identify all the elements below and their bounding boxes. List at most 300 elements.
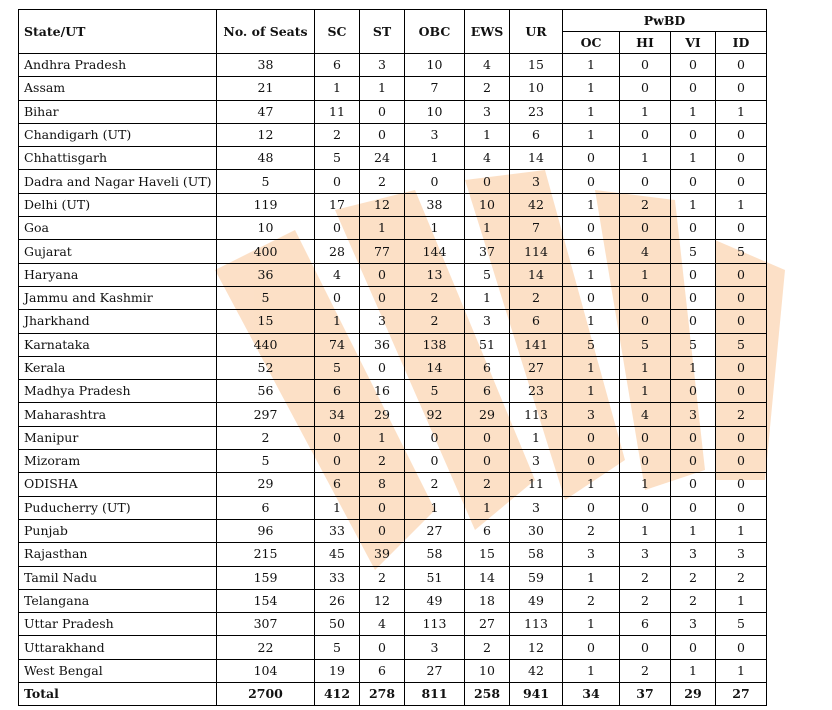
- cell-vi: 1: [671, 356, 716, 379]
- cell-sc: 26: [315, 589, 360, 612]
- cell-oc: 0: [563, 496, 620, 519]
- header-oc: OC: [563, 32, 620, 54]
- cell-ur: 30: [510, 519, 563, 542]
- table-row: [19, 380, 767, 403]
- cell-ews: 18: [465, 589, 510, 612]
- cell-oc: 1: [563, 77, 620, 100]
- cell-sc: 50: [315, 613, 360, 636]
- cell-oc: 1: [563, 193, 620, 216]
- cell-ews: 15: [465, 543, 510, 566]
- cell-oc: 1: [563, 310, 620, 333]
- cell-st: 29: [360, 403, 405, 426]
- cell-ews: 10: [465, 193, 510, 216]
- cell-ur: 113: [510, 613, 563, 636]
- cell-vi: 0: [671, 496, 716, 519]
- cell-id: 0: [716, 77, 767, 100]
- cell-obc: 5: [405, 380, 465, 403]
- cell-ur: 114: [510, 240, 563, 263]
- cell-sc: 33: [315, 519, 360, 542]
- table-row: [19, 356, 767, 379]
- cell-seats: 47: [217, 100, 315, 123]
- table-row: [19, 100, 767, 123]
- cell-obc: 2: [405, 473, 465, 496]
- cell-vi: 0: [671, 263, 716, 286]
- table-row: [19, 403, 767, 426]
- cell-ur: 23: [510, 380, 563, 403]
- cell-ur: 6: [510, 123, 563, 146]
- cell-ur: 3: [510, 450, 563, 473]
- table-row: [19, 54, 767, 77]
- cell-vi: 2: [671, 566, 716, 589]
- cell-ur: 2: [510, 286, 563, 309]
- cell-ur: 11: [510, 473, 563, 496]
- cell-st: 1: [360, 426, 405, 449]
- cell-state: Tamil Nadu: [19, 566, 217, 589]
- cell-hi: 4: [620, 403, 671, 426]
- cell-ews: 29: [465, 403, 510, 426]
- cell-ews: 3: [465, 100, 510, 123]
- cell-st: 0: [360, 263, 405, 286]
- cell-st: 2: [360, 450, 405, 473]
- table-row: [19, 589, 767, 612]
- table-row: [19, 519, 767, 542]
- cell-id: 0: [716, 380, 767, 403]
- cell-sc: 6: [315, 54, 360, 77]
- cell-ews: 51: [465, 333, 510, 356]
- cell-st: 24: [360, 147, 405, 170]
- cell-sc: 1: [315, 496, 360, 519]
- cell-state: Mizoram: [19, 450, 217, 473]
- cell-ews: 10: [465, 659, 510, 682]
- cell-state: Punjab: [19, 519, 217, 542]
- table-row: [19, 333, 767, 356]
- cell-id: 2: [716, 566, 767, 589]
- cell-hi: 2: [620, 193, 671, 216]
- cell-st: 16: [360, 380, 405, 403]
- cell-seats: 104: [217, 659, 315, 682]
- cell-seats: 2700: [217, 683, 315, 706]
- cell-vi: 0: [671, 380, 716, 403]
- table-row: [19, 217, 767, 240]
- cell-ews: 0: [465, 450, 510, 473]
- cell-ur: 113: [510, 403, 563, 426]
- cell-ews: 2: [465, 77, 510, 100]
- cell-ews: 4: [465, 147, 510, 170]
- cell-ews: 14: [465, 566, 510, 589]
- cell-id: 1: [716, 519, 767, 542]
- cell-ur: 3: [510, 170, 563, 193]
- cell-ews: 0: [465, 170, 510, 193]
- cell-oc: 0: [563, 636, 620, 659]
- cell-sc: 5: [315, 356, 360, 379]
- cell-vi: 5: [671, 240, 716, 263]
- cell-st: 0: [360, 100, 405, 123]
- cell-st: 0: [360, 636, 405, 659]
- cell-seats: 10: [217, 217, 315, 240]
- cell-vi: 5: [671, 333, 716, 356]
- cell-oc: 5: [563, 333, 620, 356]
- cell-id: 0: [716, 496, 767, 519]
- cell-vi: 1: [671, 100, 716, 123]
- cell-hi: 1: [620, 263, 671, 286]
- cell-hi: 5: [620, 333, 671, 356]
- cell-hi: 0: [620, 450, 671, 473]
- cell-obc: 49: [405, 589, 465, 612]
- cell-id: 0: [716, 54, 767, 77]
- cell-obc: 27: [405, 659, 465, 682]
- cell-sc: 0: [315, 426, 360, 449]
- cell-id: 1: [716, 659, 767, 682]
- table-row: [19, 170, 767, 193]
- cell-sc: 17: [315, 193, 360, 216]
- cell-oc: 1: [563, 263, 620, 286]
- cell-st: 1: [360, 77, 405, 100]
- cell-hi: 1: [620, 100, 671, 123]
- cell-st: 77: [360, 240, 405, 263]
- cell-sc: 6: [315, 473, 360, 496]
- cell-vi: 0: [671, 450, 716, 473]
- table-row: [19, 543, 767, 566]
- cell-seats: 6: [217, 496, 315, 519]
- cell-id: 1: [716, 100, 767, 123]
- table-row: [19, 193, 767, 216]
- cell-hi: 0: [620, 170, 671, 193]
- seat-matrix-table: [18, 9, 767, 706]
- cell-oc: 1: [563, 123, 620, 146]
- cell-obc: 10: [405, 54, 465, 77]
- cell-seats: 5: [217, 286, 315, 309]
- cell-ur: 141: [510, 333, 563, 356]
- cell-ur: 14: [510, 147, 563, 170]
- cell-state: Kerala: [19, 356, 217, 379]
- cell-state: Madhya Pradesh: [19, 380, 217, 403]
- cell-obc: 0: [405, 170, 465, 193]
- cell-obc: 1: [405, 217, 465, 240]
- cell-seats: 15: [217, 310, 315, 333]
- cell-seats: 215: [217, 543, 315, 566]
- cell-state: Gujarat: [19, 240, 217, 263]
- cell-oc: 2: [563, 589, 620, 612]
- cell-ur: 27: [510, 356, 563, 379]
- cell-sc: 412: [315, 683, 360, 706]
- cell-hi: 3: [620, 543, 671, 566]
- cell-oc: 3: [563, 543, 620, 566]
- cell-st: 278: [360, 683, 405, 706]
- cell-hi: 6: [620, 613, 671, 636]
- cell-ur: 14: [510, 263, 563, 286]
- cell-obc: 0: [405, 450, 465, 473]
- cell-id: 0: [716, 310, 767, 333]
- cell-vi: 1: [671, 519, 716, 542]
- cell-state: Manipur: [19, 426, 217, 449]
- cell-state: West Bengal: [19, 659, 217, 682]
- cell-state: Puducherry (UT): [19, 496, 217, 519]
- cell-st: 3: [360, 310, 405, 333]
- header-state: State/UT: [19, 10, 217, 54]
- cell-state: Bihar: [19, 100, 217, 123]
- cell-hi: 0: [620, 286, 671, 309]
- cell-ews: 1: [465, 123, 510, 146]
- cell-obc: 7: [405, 77, 465, 100]
- cell-state: Goa: [19, 217, 217, 240]
- cell-oc: 0: [563, 170, 620, 193]
- cell-ur: 7: [510, 217, 563, 240]
- cell-ews: 3: [465, 310, 510, 333]
- cell-ews: 258: [465, 683, 510, 706]
- cell-st: 0: [360, 519, 405, 542]
- cell-seats: 38: [217, 54, 315, 77]
- cell-sc: 74: [315, 333, 360, 356]
- cell-hi: 1: [620, 473, 671, 496]
- cell-state: Chhattisgarh: [19, 147, 217, 170]
- cell-ews: 1: [465, 496, 510, 519]
- cell-st: 0: [360, 286, 405, 309]
- table-row: [19, 77, 767, 100]
- cell-vi: 1: [671, 659, 716, 682]
- cell-ews: 6: [465, 380, 510, 403]
- total-row: [19, 683, 767, 706]
- table-row: [19, 613, 767, 636]
- cell-obc: 58: [405, 543, 465, 566]
- cell-st: 4: [360, 613, 405, 636]
- cell-ews: 5: [465, 263, 510, 286]
- cell-obc: 2: [405, 286, 465, 309]
- cell-st: 0: [360, 496, 405, 519]
- cell-sc: 2: [315, 123, 360, 146]
- cell-sc: 5: [315, 147, 360, 170]
- header-vi: VI: [671, 32, 716, 54]
- cell-hi: 2: [620, 589, 671, 612]
- cell-hi: 0: [620, 426, 671, 449]
- cell-ur: 42: [510, 659, 563, 682]
- cell-sc: 0: [315, 286, 360, 309]
- table-row: [19, 473, 767, 496]
- cell-vi: 0: [671, 286, 716, 309]
- cell-sc: 11: [315, 100, 360, 123]
- cell-obc: 2: [405, 310, 465, 333]
- cell-id: 27: [716, 683, 767, 706]
- cell-seats: 307: [217, 613, 315, 636]
- table-row: [19, 240, 767, 263]
- cell-obc: 3: [405, 636, 465, 659]
- cell-seats: 22: [217, 636, 315, 659]
- cell-vi: 0: [671, 310, 716, 333]
- cell-state: Chandigarh (UT): [19, 123, 217, 146]
- table-row: [19, 310, 767, 333]
- cell-state: Karnataka: [19, 333, 217, 356]
- cell-hi: 0: [620, 636, 671, 659]
- cell-ur: 42: [510, 193, 563, 216]
- cell-ews: 6: [465, 356, 510, 379]
- cell-hi: 0: [620, 310, 671, 333]
- table-row: [19, 426, 767, 449]
- cell-vi: 0: [671, 123, 716, 146]
- cell-id: 0: [716, 450, 767, 473]
- cell-sc: 33: [315, 566, 360, 589]
- cell-vi: 0: [671, 636, 716, 659]
- cell-hi: 1: [620, 356, 671, 379]
- cell-seats: 96: [217, 519, 315, 542]
- cell-hi: 1: [620, 147, 671, 170]
- cell-st: 12: [360, 193, 405, 216]
- cell-seats: 56: [217, 380, 315, 403]
- cell-st: 39: [360, 543, 405, 566]
- cell-id: 0: [716, 636, 767, 659]
- cell-vi: 0: [671, 473, 716, 496]
- cell-ews: 37: [465, 240, 510, 263]
- cell-sc: 45: [315, 543, 360, 566]
- cell-vi: 3: [671, 403, 716, 426]
- cell-obc: 3: [405, 123, 465, 146]
- cell-id: 0: [716, 123, 767, 146]
- cell-state: Rajasthan: [19, 543, 217, 566]
- cell-seats: 21: [217, 77, 315, 100]
- cell-ews: 1: [465, 217, 510, 240]
- header-st: ST: [360, 10, 405, 54]
- cell-sc: 5: [315, 636, 360, 659]
- cell-state: Jammu and Kashmir: [19, 286, 217, 309]
- cell-seats: 400: [217, 240, 315, 263]
- cell-ur: 23: [510, 100, 563, 123]
- cell-seats: 5: [217, 170, 315, 193]
- cell-ews: 0: [465, 426, 510, 449]
- cell-obc: 10: [405, 100, 465, 123]
- cell-oc: 1: [563, 54, 620, 77]
- table-row: [19, 450, 767, 473]
- cell-hi: 4: [620, 240, 671, 263]
- cell-id: 0: [716, 147, 767, 170]
- cell-seats: 159: [217, 566, 315, 589]
- cell-ur: 3: [510, 496, 563, 519]
- cell-vi: 0: [671, 426, 716, 449]
- header-ur: UR: [510, 10, 563, 54]
- cell-vi: 0: [671, 170, 716, 193]
- header-pwbd: PwBD: [563, 10, 767, 32]
- cell-hi: 0: [620, 217, 671, 240]
- cell-seats: 12: [217, 123, 315, 146]
- cell-oc: 34: [563, 683, 620, 706]
- cell-id: 5: [716, 613, 767, 636]
- cell-hi: 0: [620, 123, 671, 146]
- cell-obc: 1: [405, 147, 465, 170]
- cell-st: 36: [360, 333, 405, 356]
- cell-ews: 1: [465, 286, 510, 309]
- cell-st: 2: [360, 566, 405, 589]
- cell-id: 5: [716, 240, 767, 263]
- cell-oc: 6: [563, 240, 620, 263]
- table-row: [19, 496, 767, 519]
- cell-sc: 4: [315, 263, 360, 286]
- cell-vi: 3: [671, 613, 716, 636]
- cell-vi: 1: [671, 147, 716, 170]
- header-id: ID: [716, 32, 767, 54]
- table-row: [19, 286, 767, 309]
- table-body: [19, 54, 767, 706]
- cell-seats: 2: [217, 426, 315, 449]
- cell-hi: 37: [620, 683, 671, 706]
- header-seats: No. of Seats: [217, 10, 315, 54]
- cell-oc: 0: [563, 286, 620, 309]
- cell-st: 3: [360, 54, 405, 77]
- cell-oc: 1: [563, 473, 620, 496]
- cell-oc: 1: [563, 566, 620, 589]
- cell-st: 8: [360, 473, 405, 496]
- cell-hi: 0: [620, 77, 671, 100]
- cell-oc: 1: [563, 613, 620, 636]
- cell-st: 12: [360, 589, 405, 612]
- cell-hi: 0: [620, 54, 671, 77]
- cell-seats: 119: [217, 193, 315, 216]
- cell-oc: 0: [563, 147, 620, 170]
- cell-ur: 10: [510, 77, 563, 100]
- cell-sc: 28: [315, 240, 360, 263]
- cell-ews: 2: [465, 636, 510, 659]
- cell-state: Maharashtra: [19, 403, 217, 426]
- cell-oc: 0: [563, 450, 620, 473]
- cell-sc: 1: [315, 310, 360, 333]
- cell-obc: 13: [405, 263, 465, 286]
- header-ews: EWS: [465, 10, 510, 54]
- cell-vi: 2: [671, 589, 716, 612]
- table-row: [19, 659, 767, 682]
- cell-ur: 59: [510, 566, 563, 589]
- cell-state: Uttar Pradesh: [19, 613, 217, 636]
- cell-sc: 1: [315, 77, 360, 100]
- cell-hi: 2: [620, 566, 671, 589]
- header-obc: OBC: [405, 10, 465, 54]
- cell-oc: 0: [563, 217, 620, 240]
- cell-id: 0: [716, 263, 767, 286]
- cell-obc: 113: [405, 613, 465, 636]
- cell-ews: 2: [465, 473, 510, 496]
- cell-seats: 5: [217, 450, 315, 473]
- cell-id: 0: [716, 473, 767, 496]
- cell-seats: 48: [217, 147, 315, 170]
- cell-st: 6: [360, 659, 405, 682]
- header-sc: SC: [315, 10, 360, 54]
- cell-seats: 297: [217, 403, 315, 426]
- table-row: [19, 263, 767, 286]
- cell-id: 0: [716, 286, 767, 309]
- cell-sc: 0: [315, 450, 360, 473]
- cell-hi: 2: [620, 659, 671, 682]
- cell-hi: 1: [620, 519, 671, 542]
- cell-hi: 0: [620, 496, 671, 519]
- cell-ur: 941: [510, 683, 563, 706]
- cell-ur: 6: [510, 310, 563, 333]
- cell-sc: 6: [315, 380, 360, 403]
- cell-sc: 0: [315, 170, 360, 193]
- cell-state: Assam: [19, 77, 217, 100]
- cell-state: Dadra and Nagar Haveli (UT): [19, 170, 217, 193]
- cell-oc: 1: [563, 380, 620, 403]
- cell-vi: 0: [671, 54, 716, 77]
- cell-sc: 34: [315, 403, 360, 426]
- cell-obc: 92: [405, 403, 465, 426]
- cell-id: 0: [716, 217, 767, 240]
- table-row: [19, 566, 767, 589]
- cell-sc: 19: [315, 659, 360, 682]
- cell-seats: 36: [217, 263, 315, 286]
- cell-vi: 3: [671, 543, 716, 566]
- cell-id: 0: [716, 356, 767, 379]
- cell-id: 1: [716, 193, 767, 216]
- cell-ur: 12: [510, 636, 563, 659]
- cell-obc: 138: [405, 333, 465, 356]
- cell-id: 0: [716, 170, 767, 193]
- cell-state: Jharkhand: [19, 310, 217, 333]
- cell-id: 3: [716, 543, 767, 566]
